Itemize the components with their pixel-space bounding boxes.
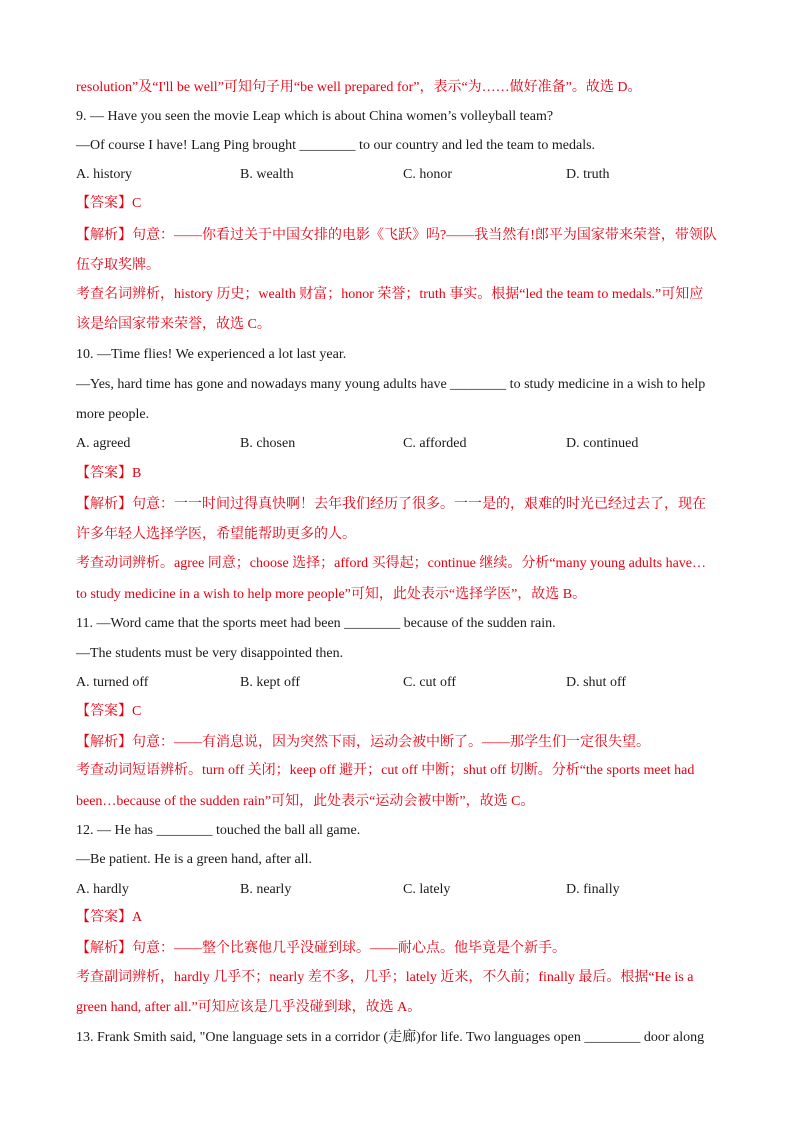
question-12-line: 12. — He has ________ touched the ball all game. bbox=[76, 823, 361, 838]
answer-line: 【答案】C bbox=[76, 704, 142, 719]
analysis-line: 考查动词短语辨析。turn off 关闭；keep off 避开；cut off 中断；shut off 切断。分析“the sports meet had bbox=[76, 763, 695, 778]
question-9-line: 9. — Have you seen the movie Leap which is about China women’s volleyball team? bbox=[76, 109, 554, 124]
analysis-line: 伍夺取奖牌。 bbox=[76, 258, 160, 273]
answer-line: 【答案】B bbox=[76, 466, 142, 481]
analysis-line: 【解析】句意：一一时间过得真快啊！去年我们经历了很多。一一是的，艰难的时光已经过去了，现在 bbox=[76, 497, 706, 512]
answer-line: 【答案】A bbox=[76, 910, 143, 925]
analysis-line: 考查名词辨析，history 历史；wealth 财富；honor 荣誉；truth 事实。根据“led the team to medals.”可知应 bbox=[76, 287, 704, 302]
answer-line: 【答案】C bbox=[76, 196, 142, 211]
question-12-line: —Be patient. He is a green hand, after all. bbox=[76, 852, 312, 867]
analysis-line: 【解析】句意：——你看过关于中国女排的电影《飞跃》吗?——我当然有!郎平为国家带来荣誉，带领队 bbox=[76, 228, 717, 243]
question-11-line: 11. —Word came that the sports meet had been ________ because of the sudden rain. bbox=[76, 616, 556, 631]
question-13-line: 13. Frank Smith said, "One language sets in a corridor (走廊)for life. Two languages open ________ door along bbox=[76, 1030, 705, 1045]
analysis-line: green hand, after all.”可知应该是几乎没碰到球，故选 A。 bbox=[76, 1000, 422, 1015]
question-11-line: —The students must be very disappointed then. bbox=[76, 646, 344, 661]
analysis-line: been…because of the sudden rain”可知，此处表示“运动会被中断”，故选 C。 bbox=[76, 794, 535, 809]
option-c: C. lately bbox=[403, 882, 451, 897]
option-c: C. afforded bbox=[403, 436, 467, 451]
option-a: A. history bbox=[76, 167, 132, 182]
option-d: D. finally bbox=[566, 882, 620, 897]
option-d: D. truth bbox=[566, 167, 610, 182]
explanation-line: resolution”及“I'll be well”可知句子用“be well prepared for”，表示“为……做好准备”。故选 D。 bbox=[76, 80, 642, 95]
option-d: D. shut off bbox=[566, 675, 627, 690]
option-a: A. hardly bbox=[76, 882, 129, 897]
option-a: A. turned off bbox=[76, 675, 149, 690]
question-9-line: —Of course I have! Lang Ping brought ________ to our country and led the team to medals. bbox=[76, 138, 596, 153]
analysis-line: 【解析】句意：——整个比赛他几乎没碰到球。——耐心点。他毕竟是个新手。 bbox=[76, 941, 566, 956]
analysis-line: 考查动词辨析。agree 同意；choose 选择；afford 买得起；continue 继续。分析“many young adults have… bbox=[76, 556, 707, 571]
question-10-line: 10. —Time flies! We experienced a lot last year. bbox=[76, 347, 347, 362]
analysis-line: 许多年轻人选择学医，希望能帮助更多的人。 bbox=[76, 527, 356, 542]
option-c: C. cut off bbox=[403, 675, 457, 690]
option-b: B. nearly bbox=[240, 882, 292, 897]
question-10-line: —Yes, hard time has gone and nowadays many young adults have ________ to study medicine in a wish to help bbox=[76, 377, 706, 392]
analysis-line: to study medicine in a wish to help more people”可知，此处表示“选择学医”，故选 B。 bbox=[76, 587, 587, 602]
option-b: B. chosen bbox=[240, 436, 296, 451]
option-d: D. continued bbox=[566, 436, 639, 451]
option-c: C. honor bbox=[403, 167, 452, 182]
analysis-line: 【解析】句意：——有消息说，因为突然下雨，运动会被中断了。——那学生们一定很失望。 bbox=[76, 735, 650, 750]
option-a: A. agreed bbox=[76, 436, 131, 451]
option-b: B. wealth bbox=[240, 167, 294, 182]
question-10-line: more people. bbox=[76, 407, 150, 422]
analysis-line: 该是给国家带来荣誉，故选 C。 bbox=[76, 317, 271, 332]
analysis-line: 考查副词辨析，hardly 几乎不；nearly 差不多，几乎；lately 近来，不久前；finally 最后。根据“He is a bbox=[76, 970, 694, 985]
option-b: B. kept off bbox=[240, 675, 301, 690]
